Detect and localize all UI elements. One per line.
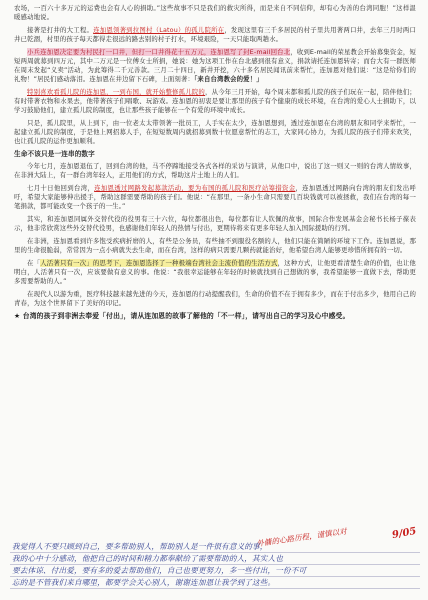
text-segment: ，这种方式，让他更看清楚生命的价值，也让他明白，人活著只有一次，应该要做有意义的事。他说：“我很幸运能够在年轻的时候就找到自己想做的事，我希望能够一直做下去，帮助更多需要帮助的人。” xyxy=(14,259,416,285)
highlight-online-fundraising: 连加恩透过网路发起募款活动，要为布国的孤儿院和医疗站筹措资金 xyxy=(94,184,296,192)
paragraph-return-taiwan: 今年七月，连加恩退伍了，回到台湾的他，马不停蹄地接受各式各样的采访与演讲，从他口中，说出了这一则又一则的台湾人情故事，在非洲大陆上，有一群台湾年轻人，正用他们的方式，帮助这片土地上的人们。 xyxy=(14,162,416,179)
highlight-email-request: 小兵连加恩决定要为村民打一口井，但打一口井得花十五万元，连加恩写了封E-mail回台北 xyxy=(27,48,291,56)
paragraph-life-once xyxy=(14,259,416,286)
handwritten-line: 我觉得人不要只顾到自己，要多帮助别人，帮助别人是一件很有意义的事， xyxy=(10,541,420,553)
paragraph-alternative-service: 其实，和连加恩同属外交替代役的役男有三十六位，每位都很出色，每位都有让人钦佩的故事，国际合作发展基金会秘书长杨子葆表示，他非常欣赏这些外交替代役男，也感谢他们年轻人的热情与付出，更期待将来有更多年轻人加入国际援助的行列。 xyxy=(14,215,416,232)
handwritten-line: 忘的是不管我们来自哪里，都要学会关心别人，谢谢连加恩让我学到了这些。 xyxy=(10,577,420,589)
text-segment: ，收到E-mail的荣星教会开始募集资金，短短两周就募到四万元，其中二万元是一位傅女士所捐，她说：她为这项工作在台北感到很有意义，捐款请托连加恩转寄；而台大有一群医师在周末发起“义卖”活动，为此筹得二千元善款。三月二十四日，新井开挖，六十多名居民闻讯前来帮忙，连加恩对他们说：“这是给你们的礼物！”居民们感动落泪。连加恩在井边留下石碑，上面刻著： xyxy=(14,48,417,83)
highlight-orphanage-visits: 特别喜欢看孤儿院的连加恩，一到布国，就开始整修孤儿院的 xyxy=(27,88,206,96)
text-segment: ，从今年三月开始，每个周末都和孤儿院的孩子们玩在一起，陪伴他们；有时带著衣物和水果去，他带著孩子们唱歌、玩游戏。连加恩的初衷是要让那里的孩子有个健康的成长环境，在台湾的爱心人士捐助下，以学习鼓励他们，建立孤儿院的制度，也让那些孩子能够在一个有爱的环境中成长。 xyxy=(14,88,416,114)
text-segment: ，连加恩透过网路向台湾的朋友们发出呼吁，希望大家能够伸出援手，帮助这群需要帮助的孩子们。他说：“在那里，一条小生命只需要几百块钱就可以被拯救，我们在台湾的每一笔捐款，都可能改变一个孩子的一生。” xyxy=(14,184,417,210)
text-segment: 接著是打井的大工程。 xyxy=(27,26,94,34)
grade-mark: 9/05 xyxy=(391,525,418,542)
paragraph-conclusion: 在现代人以游为重，医疗科技越来越先进的今天，连加恩的行动提醒我们，生命的价值不在于拥有多少，而在于付出多少，他用自己的青春，为这个世界留下了美好的印记。 xyxy=(14,290,416,307)
paragraph-well-project xyxy=(14,26,416,44)
text-segment: 七月十日他回到台湾， xyxy=(27,184,95,192)
highlight-latou-orphanage: 连加恩领著到拉图村（Latou）的孤儿院所在 xyxy=(93,26,225,34)
paragraph-volunteers: 只是，孤儿院里，从上到下，由一位老太太带领著一批员工，人手实在太少，连加恩想到，透过连加恩在台湾的朋友和同学来帮忙，一起建立孤儿院的制度，于是他上网招募人手，在短短数周内就招募到数十位愿意帮忙的志工，大家同心协力，为孤儿院的孩子们带来欢笑，也让孤儿院的运作更加顺利。 xyxy=(14,119,416,145)
handwritten-line: 要去体谅、付出爱，要有多的爱去帮助他们，自己也要更努力，多一些付出，一份不可 xyxy=(10,565,420,577)
handwritten-response xyxy=(10,541,420,589)
handwritten-line: 我的心中十分感动，他把自己的时间和精力都奉献给了需要帮助的人，其实人也 xyxy=(10,553,420,565)
paragraph-fundraising xyxy=(14,184,416,211)
paragraph-africa-life: 在非洲，连加恩看到许多饱受疾病折磨的人，有些是公务员，有些抽不到服役名额的人，他们只能在简陋的环境下工作。连加恩说，那里的生命很脆弱，常常因为一点小病就失去生命，而在台湾，这样的病只需要几颗药就能治好，他希望台湾人能够更珍惜所拥有的一切。 xyxy=(14,237,416,254)
highlight-life-once: 人活著只有一次」的思考下，连加恩选择了一种极端台湾社会主流价值的生活方式 xyxy=(40,259,278,267)
text-segment: ，发现这里有三千多居民的村子里共用著两口井，去年三月时两口井已乾涸，村里的孩子每天都得走很远的路去别的村子打水，环境艰险，一天只能取两趟水。 xyxy=(14,26,416,43)
paragraph-email xyxy=(14,48,416,84)
section-heading-life-value: 生命不该只是一连串的数字 xyxy=(14,150,95,158)
assignment-prompt: ★ 台湾的孩子到非洲去奉爱「付出」，请从连加恩的故事了解他的「不一样」，请写出自己的学习及心中感受。 xyxy=(14,312,350,320)
paragraph-orphanage xyxy=(14,88,416,115)
text-segment: 在「 xyxy=(27,259,41,267)
slogan-love-from-taiwan: 「来自台湾教会的爱！」 xyxy=(194,75,263,83)
handwritten-red-note: 外傭的心路历程，谨慎以对 xyxy=(255,526,348,549)
paragraph-intro: 农场，一百六十多万元的运费也会有人心的捐助。”这些故事不只是我们的救灾所得，而是来自不同信仰，却有心为善的台湾同胞！”这样温暖感动地说。 xyxy=(14,4,416,21)
